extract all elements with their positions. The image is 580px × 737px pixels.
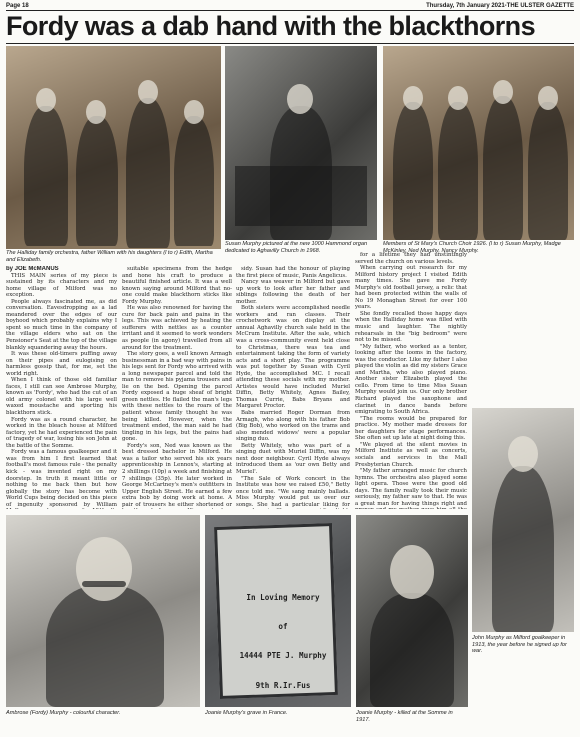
article-column-4 — [355, 252, 467, 509]
paragraph: Fordy's son, Ned was known as the best dressed bachelor in Milford. He was a tailor who served his six years apprenticeship in Lennox's, starting at 2 shillings (10p) a week and finishing at 7 shillings (35p). He later worked in George McCartney's men's outfitters in Upper English Street. He earned a few extra bob by doing work at home. A pair of trousers he either shortened or — [122, 442, 232, 508]
byline: by JOE McMANUS — [6, 266, 59, 272]
ambrose-caption: Ambrose (Fordy) Murphy - colourful character. — [6, 710, 121, 716]
inscription-line: of — [278, 621, 288, 631]
paragraph: suitable specimens from the hedge and hone his craft to produce a beautiful finished article. It was a well known saying around Milford that no-one could make blackthorn sticks like Fordy Murphy. — [122, 266, 232, 305]
page-number: Page 18 — [6, 3, 29, 9]
paragraph: She fondly recalled those happy days when the Halliday home was filled with music and laughter. The nightly rehearsals in the "big bedroom" were not to be missed. — [355, 310, 467, 344]
john-caption: John Murphy as Milford goalkeeper in 1913, the year before he signed up for war. — [472, 635, 567, 655]
grave-caption: Joanie Murphy's grave in France. — [205, 710, 288, 716]
paragraph: Fordy was as a round character, he worked in the bleach house at Milford factory, yet he had experienced the pain of tragedy of war, losing his son John at the battle of the Somme. — [6, 416, 117, 449]
halliday-orchestra-photo — [6, 46, 221, 249]
john-goalkeeper-photo — [472, 408, 574, 632]
paragraph: "My father arranged music for church hymns. The orchestra also played some light opera. Those were the good old days. The family really took their music seriously, my father saw to that. He was a great man for having things right and — [355, 468, 467, 507]
headline: Fordy was a dab hand with the blackthorns — [6, 11, 535, 41]
paragraph: Nancy was weaver in Milford but gave up work to look after her father and siblings following the death of her mother. — [236, 279, 350, 305]
joanie-portrait-photo — [356, 515, 468, 707]
paragraph: THIS MAIN series of my piece is sustained by its characters and my home village of Milford was no exception. — [6, 272, 117, 299]
inscription-line: In Loving Memory — [246, 592, 320, 602]
date-line: Thursday, 7th January 2021-THE ULSTER GAZETTE — [426, 3, 574, 9]
paragraph: "My father, who worked as a tenter, looking after the looms in the factory, was the conductor. Like my father I also played the violin as did my sisters Grace and Martha, who also played piano. Another sister Elizabeth played the cello. From time to time Miss Susan Murphy would join us. Our only brother Richard played the saxophone and clarinet in dance bands before emigrating to South Africa. — [355, 343, 467, 416]
joanie-caption: Joanie Murphy - killed at the Somme in 1917. — [356, 710, 453, 723]
ambrose-photo — [6, 515, 200, 707]
paragraph: "We played at the silent movies in Milford Institute as well as concerts, socials and services in the Mall Presbyterian Church. — [355, 441, 467, 468]
church-choir-photo — [383, 46, 574, 240]
paragraph: Both sisters were accomplished needle workers and ran classes. Their crochetwork was on display at the annual Aghavilly church sale held in the McCrum Institute. After the sale, which was a cross-community event held close to Christmas, there was tea and entertainment taking the form of variety acts and a short play. The programme was put together by Susan with Cyril Hyde, the accomplished MC. I recall attending these socials with my mother. Artistes would have included Muriel Diffin, Betty Whitely, Agnes Bailey, Thomas Currie, Babs Bryans and Margaret Proctor. — [236, 305, 350, 410]
grave-plaque-photo — [205, 515, 351, 707]
paragraph: People always fascinated me, as did conversation. Eavesdropping as a lad meandered over the edges of our boyhood which probably explains why I spent so much time in the company of the village elders who sat on the Pensioner's Seat at the top of the village blankly squandering away the hours. — [6, 298, 117, 351]
paragraph: When carrying out research for my Milford history project I visited Edith many times. She gave me Fordy Murphy's old football jersey, a relic that had been protected within the walls of No 19 Monaghan Street for over 100 years. — [355, 265, 467, 311]
halliday-caption: The Halliday family orchestra, father William with his daughters (l to r) Edith, Martha and Elizabeth. — [6, 250, 213, 263]
paragraph: When I think of those old familiar faces, I still can see Ambrose Murphy, known as 'Fordy', who had the cut of an old army colonel with his large well waxed moustache and sporting his blackthorn stick. — [6, 377, 117, 417]
article-column-3 — [236, 266, 350, 509]
article-column-2 — [122, 266, 232, 509]
paragraph: The story goes, a well known Armagh businessman in a bad way with pains in his legs sent for Fordy who arrived with a long newspaper parcel and told the man to remove his pyjama trousers and lie on the bed. Opening the parcel Fordy exposed a huge sheaf of bright green nettles. He flailed the man's legs with these nettles to the roars of the patient whose family thought he was being killed. However, when the treatment ended, the man said he had tingling in his legs, but the pains had gone. — [122, 351, 232, 443]
paragraph: Babs married Roger Dorman from Armagh, who along with his father Bob (Big Bob), who worked on the trams and also mended widows' were a popular singing duo. — [236, 410, 350, 443]
paragraph: "The rooms would be prepared for practice. My mother made dresses for her daughters for stage performances. She often set up late at night doing this. — [355, 415, 467, 442]
paragraph: sidy. Susan had the honour of playing the first piece of music, Panis Angelicus. — [236, 266, 350, 279]
inscription-line: 14444 PTE J. Murphy — [239, 651, 327, 661]
choir-caption: Members of St Mary's Church Choir 1926. (l to r) Susan Murphy, Madge McKinley, Ned Murphy, Nancy Murphy. — [383, 241, 561, 254]
susan-caption: Susan Murphy pictured at the new 1000 Hammond organ dedicated to Aghavilly Church in 1968. — [225, 241, 368, 254]
susan-organ-photo — [225, 46, 377, 240]
grave-inscription — [233, 573, 333, 707]
article-column-1 — [6, 266, 117, 509]
paragraph: "The Sale of Work concert in the Institute was how we raised £50," Betty once told me. "We sang mainly ballads. Miss Murphy would put us over our songs. She had a particular liking for — [236, 475, 350, 508]
paragraph: He was also renowned for having the cure for back pain and pains in the legs. This was achieved by heating the sufferers with nettles as a counter irritant and it seemed to work wonders as people (in agony) travelled from all around for the treatment. — [122, 305, 232, 351]
paragraph: Betty Whitely, who was part of a singing duet with Muriel Diffin, was my next door neighbour. Cyril Hyde always introduced them as 'our own Betty and Muriel'. — [236, 442, 350, 475]
inscription-line: 9th R.Ir.Fus — [255, 680, 311, 690]
headline-rule — [6, 43, 574, 44]
paragraph: for a lifetime they had unstintingly served the church on various levels. — [355, 252, 467, 265]
paragraph: It was these old-timers puffing away on their pipes and eulogising on harmless gossip that, for me, set the world right. — [6, 351, 117, 377]
paragraph: Fordy was a famous goalkeeper and it was from him I first learned that football's most famous rule - the penalty kick - was invented right on my doorstep. In truth it meant little or nothing to me back then but how globally the story has become with World Cups being decided on this piece of ingenuity sponsored by William — [6, 449, 117, 508]
